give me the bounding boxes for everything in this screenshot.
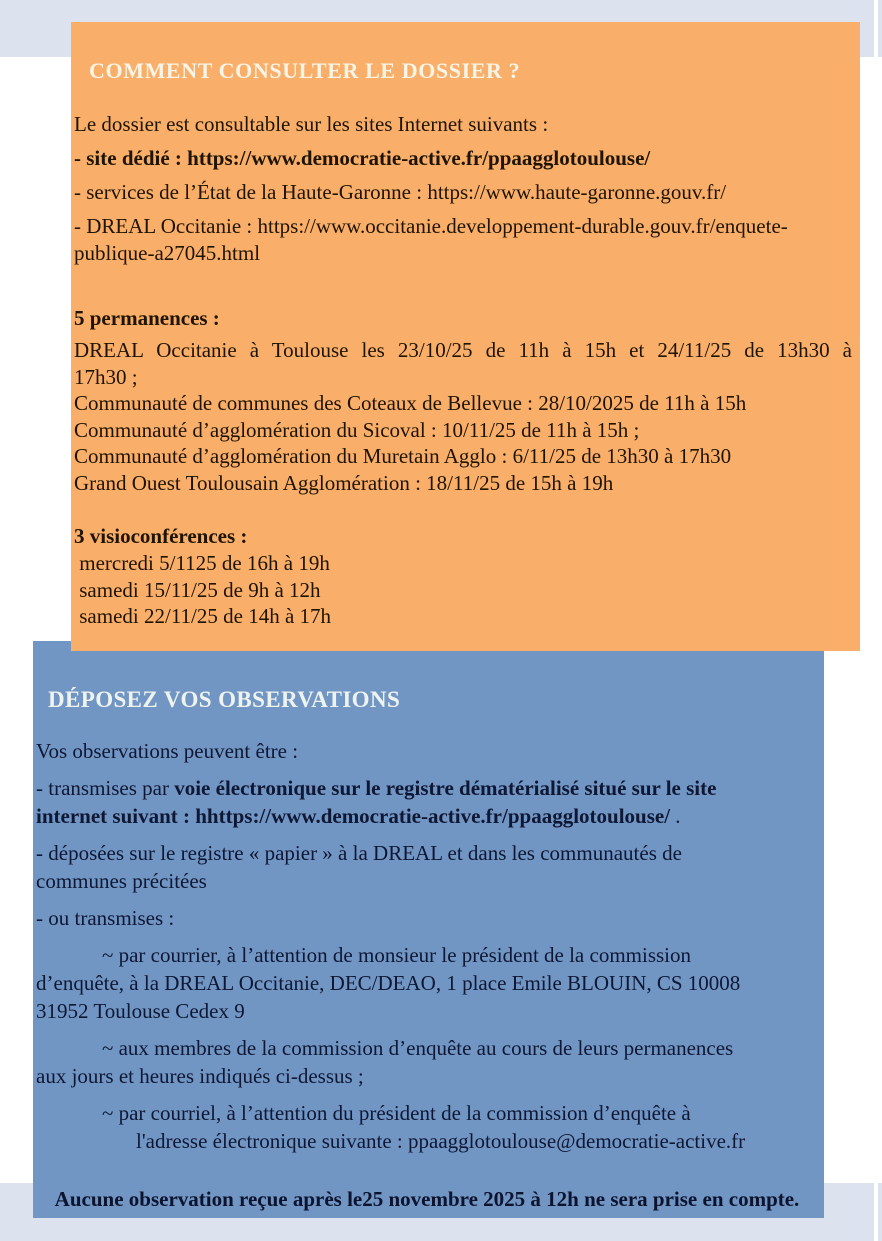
haute-garonne-url[interactable]: - services de l’État de la Haute-Garonne : https://www.haute-garonne.gouv.fr/ xyxy=(74,180,727,204)
site-dedie-line xyxy=(74,145,852,172)
permanences-heading: 5 permanences : xyxy=(74,306,220,330)
visio-item-1: mercredi 5/1125 de 16h à 19h xyxy=(74,551,330,575)
permanence-muretain: Communauté d’agglomération du Muretain Agglo : 6/11/25 de 13h30 à 17h30 xyxy=(74,444,732,468)
deadline-notice: Aucune observation reçue après le25 novembre 2025 à 12h ne sera prise en compte. xyxy=(54,1187,800,1211)
consultation-title: COMMENT CONSULTER LE DOSSIER ? xyxy=(89,58,521,83)
consultation-section xyxy=(71,22,860,651)
transmises-prefix: - transmises par xyxy=(36,776,175,800)
services-etat-line xyxy=(74,179,852,206)
observations-deposees: - déposées sur le registre « papier » à la DREAL et dans les communautés de communes précitées xyxy=(36,841,682,893)
permanence-grand-ouest: Grand Ouest Toulousain Agglomération : 18/11/25 de 15h à 19h xyxy=(74,470,614,495)
transmises-suffix: . xyxy=(670,804,681,828)
visio-list xyxy=(74,550,852,630)
dreal-url-line-1[interactable]: - DREAL Occitanie : https://www.occitanie.developpement-durable.gouv.fr/enquete- xyxy=(74,214,788,238)
permanence-dreal-line-1: DREAL Occitanie à Toulouse les 23/10/25 de 11h à 15h et 24/11/25 de 13h30 à xyxy=(74,338,852,362)
enquete-email[interactable]: l'adresse électronique suivante : ppaagglotoulouse@democratie-active.fr xyxy=(136,1129,746,1153)
observations-courrier: ~ par courrier, à l’attention de monsieur le président de la commission d’enquête, à la DREAL Occitanie, DEC/DEAO, 1 place Emile BLOUIN, CS 10008 31952 Toulouse Cedex 9 xyxy=(36,943,741,1023)
dreal-occitanie-line xyxy=(74,213,852,267)
observations-transmises xyxy=(36,774,818,830)
site-dedie-url[interactable]: - site dédié : https://www.democratie-active.fr/ppaagglotoulouse/ xyxy=(74,146,651,170)
dreal-url-line-2[interactable]: publique-a27045.html xyxy=(74,241,261,265)
transmises-bold-1: voie électronique sur le registre dématérialisé situé sur le site xyxy=(174,776,717,800)
page-edge-gap xyxy=(874,0,878,1241)
observations-ou-transmises: - ou transmises : xyxy=(36,906,175,930)
registre-dematerialise-url[interactable]: internet suivant : hhttps://www.democratie-active.fr/ppaagglotoulouse/ xyxy=(36,804,671,828)
permanence-bellevue: Communauté de communes des Coteaux de Bellevue : 28/10/2025 de 11h à 15h xyxy=(74,391,747,415)
consult-intro: Le dossier est consultable sur les sites Internet suivants : xyxy=(74,112,549,136)
visio-heading: 3 visioconférences : xyxy=(74,524,248,548)
observations-section xyxy=(33,641,824,1218)
observations-title: DÉPOSEZ VOS OBSERVATIONS xyxy=(48,687,401,712)
permanence-sicoval: Communauté d’agglomération du Sicoval : 10/11/25 de 11h à 15h ; xyxy=(74,417,640,442)
permanence-dreal-line-2: 17h30 ; xyxy=(74,364,138,389)
visio-item-3: samedi 22/11/25 de 14h à 17h xyxy=(74,604,332,628)
observations-membres: ~ aux membres de la commission d’enquête au cours de leurs permanences aux jours et heures indiqués ci-dessus ; xyxy=(36,1036,734,1088)
observations-courriel: ~ par courriel, à l’attention du président de la commission d’enquête à l'adresse électronique suivante : ppaagglotoulouse@democratie-active.fr xyxy=(36,1099,818,1155)
visio-item-2: samedi 15/11/25 de 9h à 12h xyxy=(74,577,321,602)
observations-intro: Vos observations peuvent être : xyxy=(36,739,299,763)
permanences-list xyxy=(74,337,852,496)
